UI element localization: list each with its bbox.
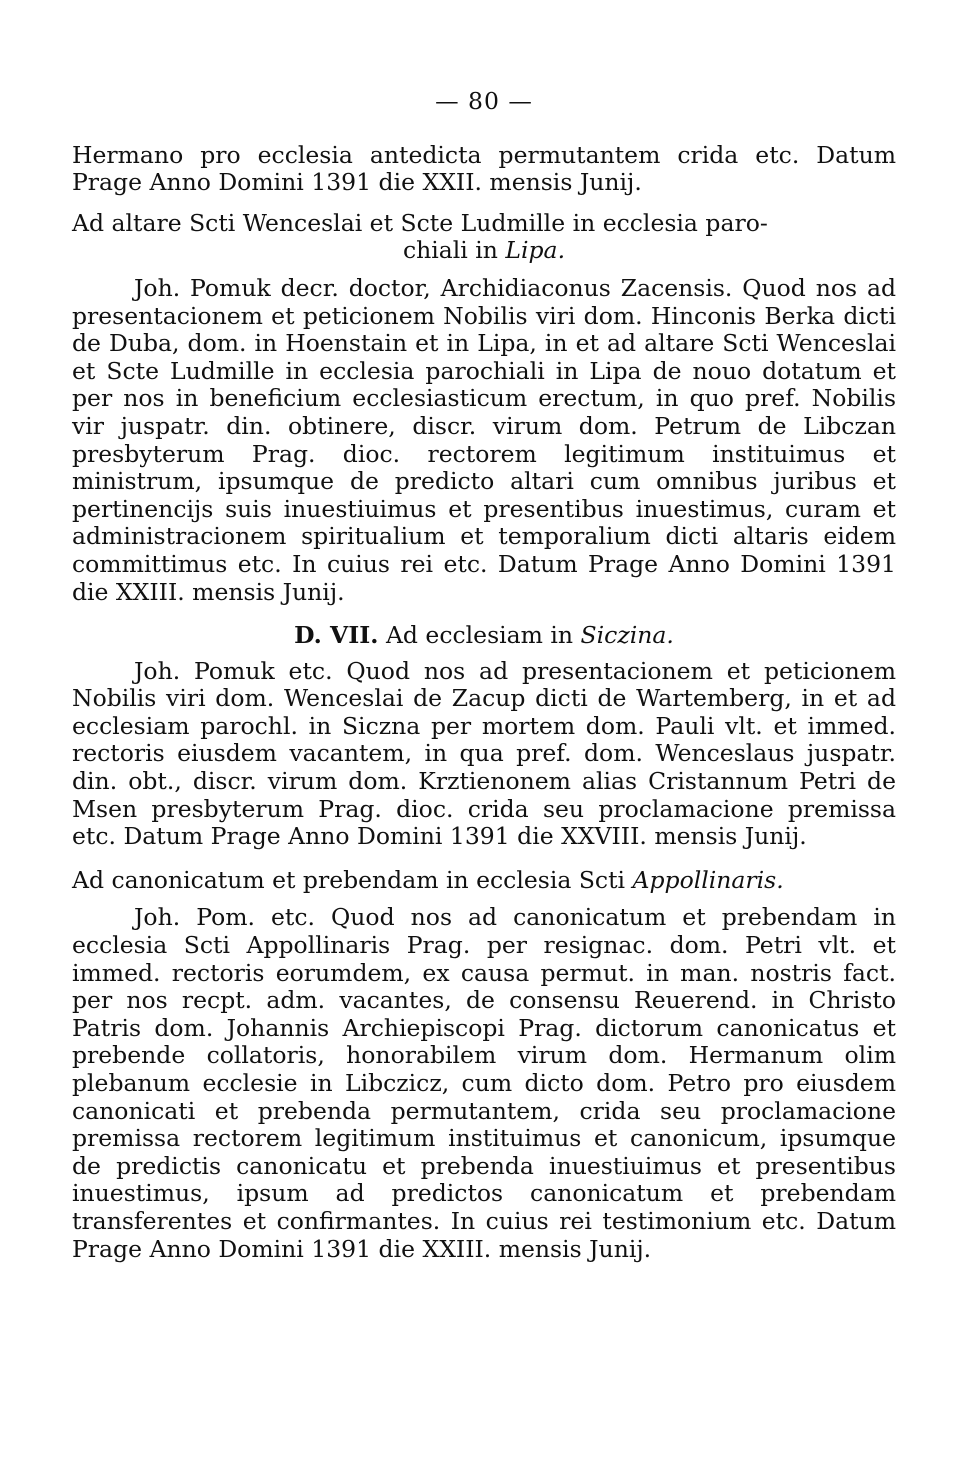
- section-siczina: [72, 622, 896, 851]
- heading-line-1: Ad altare Scti Wenceslai et Scte Ludmille in ecclesia paro-: [72, 208, 768, 237]
- section-body-lipa: Joh. Pomuk decr. doctor, Archidiaconus Zacensis. Quod nos ad presentacionem et peticionem Nobilis viri dom. Hinconis Berka dicti de Duba, dom. in Hoenstain et in Lipa, in et ad altare Scti Wenceslai et Scte Ludmille in ecclesia parochiali in Lipa de nouo dotatum et per nos in beneficium ecclesiasticum erectum, in quo pref. Nobilis vir juspatr. din. obtinere, discr. virum dom. Petrum de Libczan presbyterum Prag. dioc. rectorem legitimum instituimus et ministrum, ipsumque de predicto altari cum omnibus juribus et pertinencijs suis inuestiuimus et presentibus inuestimus, curam et administracionem spiritualium et temporalium dicti altaris eidem committimus etc. In cuius rei etc. Datum Prage Anno Domini 1391 die XXIII. mensis Junij.: [72, 273, 896, 606]
- section-heading-appollinaris: [72, 867, 896, 895]
- heading-place-appollinaris: Appollinaris.: [632, 865, 784, 894]
- heading-place-lipa: Lipa.: [505, 236, 566, 265]
- page-number: — 80 —: [435, 87, 533, 115]
- continuation-paragraph: Hermano pro ecclesia antedicta permutantem crida etc. Datum Prage Anno Domini 1391 die XXII. mensis Junij.: [72, 140, 896, 197]
- section-heading-lipa: [72, 210, 896, 265]
- heading-line-2-prefix: chiali in: [402, 236, 506, 265]
- section-heading-siczina: [72, 622, 896, 650]
- section-lipa: [72, 210, 896, 606]
- document-page: [72, 88, 896, 1263]
- section-number: D. VII.: [294, 621, 379, 650]
- heading-place-siczina: Siczina.: [580, 621, 674, 650]
- heading-prefix-appollinaris: Ad canonicatum et prebendam in ecclesia Scti: [72, 865, 633, 894]
- section-appollinaris: [72, 867, 896, 1263]
- section-body-appollinaris: Joh. Pom. etc. Quod nos ad canonicatum et prebendam in ecclesia Scti Appollinaris Prag. per resignac. dom. Petri vlt. et immed. rectoris eorumdem, ex causa permut. in man. nostris fact. per nos recpt. adm. vacantes, de consensu Reuerend. in Christo Patris dom. Johannis Archiepiscopi Prag. dictorum canonicatus et prebende collatoris, honorabilem virum dom. Hermanum olim plebanum ecclesie in Libczicz, cum dicto dom. Petro pro eiusdem canonicati et prebenda permutantem, crida seu proclamacione premissa rectorem legitimum instituimus et canonicum, ipsumque de predictis canonicatu et prebenda inuestiuimus et presentibus inuestimus, ipsum ad predictos canonicatum et prebendam transferentes et confirmantes. In cuius rei testimonium etc. Datum Prage Anno Domini 1391 die XXIII. mensis Junij.: [72, 903, 896, 1263]
- section-body-siczina: Joh. Pomuk etc. Quod nos ad presentacionem et peticionem Nobilis viri dom. Wenceslai de Zacup dicti de Wartemberg, in et ad ecclesiam parochl. in Siczna per mortem dom. Pauli vlt. et immed. rectoris eiusdem vacantem, in qua pref. dom. Wenceslaus juspatr. din. obt., discr. virum dom. Krztienonem alias Cristannum Petri de Msen presbyterum Prag. dioc. crida seu proclamacione premissa etc. Datum Prage Anno Domini 1391 die XXVIII. mensis Junij.: [72, 656, 896, 851]
- heading-prefix-siczina: Ad ecclesiam in: [385, 621, 581, 650]
